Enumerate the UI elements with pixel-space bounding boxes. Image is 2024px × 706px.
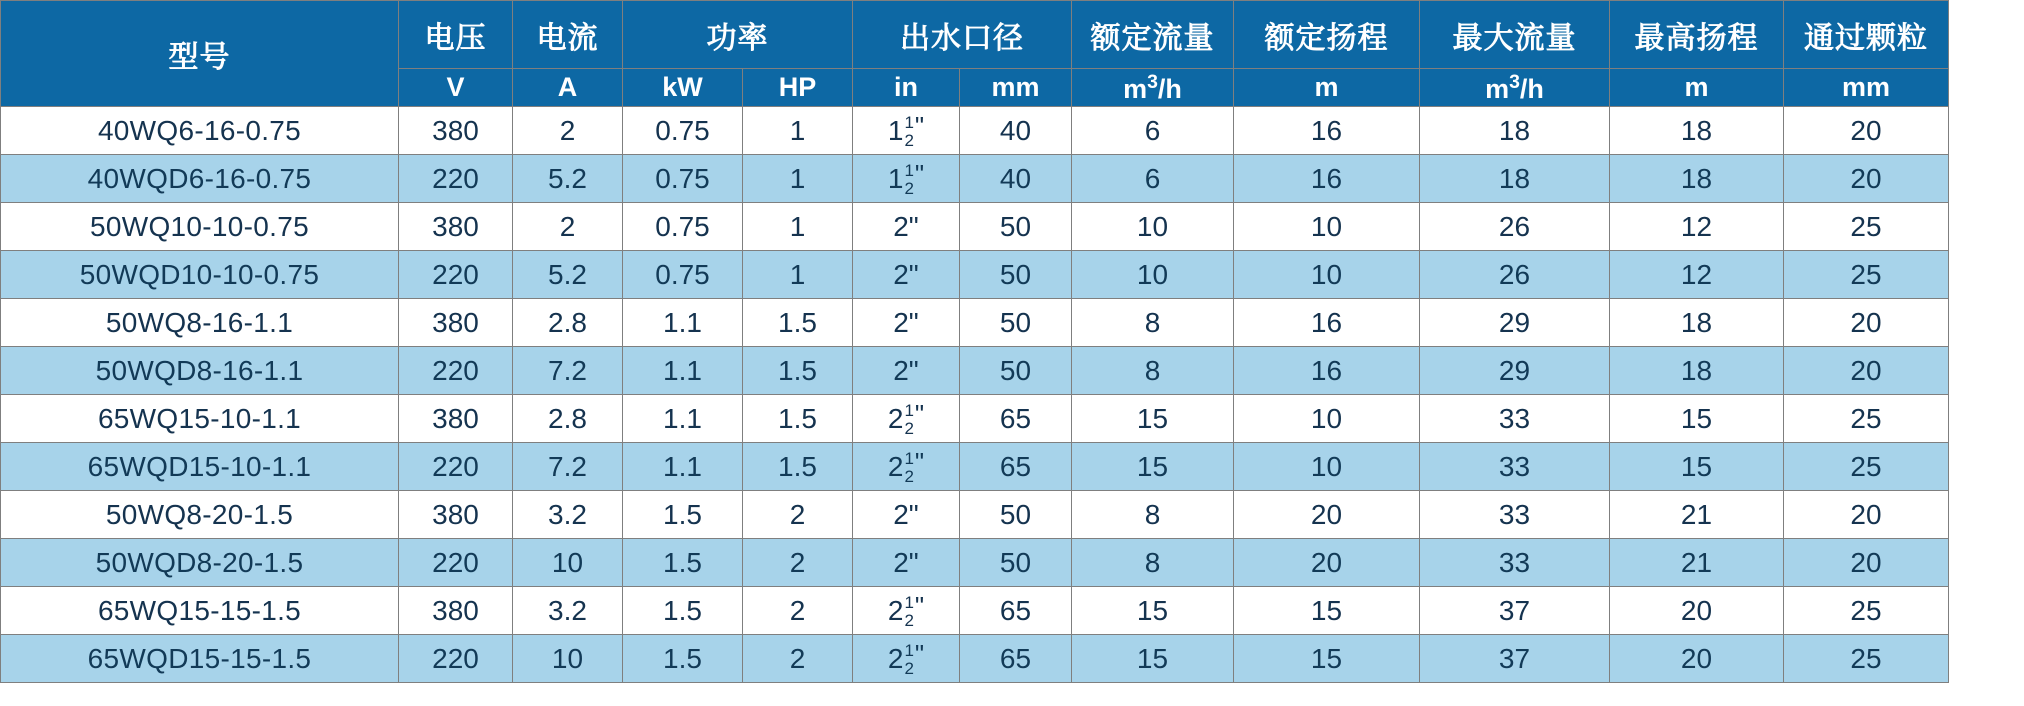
inch-whole: 2 (887, 450, 904, 482)
inch-whole: 2 (887, 594, 904, 626)
cell-rated-head: 16 (1234, 347, 1420, 395)
cell-outlet-mm: 50 (960, 299, 1072, 347)
cell-current: 2.8 (513, 395, 623, 443)
cell-rated-flow: 15 (1072, 395, 1234, 443)
table-row (1, 635, 1949, 683)
cell-power-kw: 1.5 (623, 539, 743, 587)
cell-power-hp: 1 (743, 203, 853, 251)
inch-denominator: 2 (904, 178, 914, 198)
cell-voltage: 380 (399, 491, 513, 539)
cell-voltage: 220 (399, 443, 513, 491)
cell-outlet-in: 2" (853, 299, 960, 347)
cell-power-hp: 1.5 (743, 395, 853, 443)
inch-denominator: 2 (904, 466, 914, 486)
cell-voltage: 220 (399, 155, 513, 203)
cell-rated-head: 20 (1234, 491, 1420, 539)
cell-particle-size: 20 (1784, 491, 1949, 539)
cell-rated-head: 10 (1234, 443, 1420, 491)
cell-power-kw: 0.75 (623, 107, 743, 155)
cell-particle-size: 25 (1784, 443, 1949, 491)
cell-outlet-mm: 65 (960, 395, 1072, 443)
cell-max-flow: 26 (1420, 203, 1610, 251)
unit-voltage: V (399, 69, 513, 107)
cell-outlet-mm: 65 (960, 443, 1072, 491)
cell-model: 65WQ15-15-1.5 (1, 587, 399, 635)
cell-current: 10 (513, 539, 623, 587)
unit-max-flow-text: $m^3/h$ (1485, 70, 1544, 104)
cell-max-flow: 33 (1420, 491, 1610, 539)
unit-current: A (513, 69, 623, 107)
cell-rated-head: 10 (1234, 395, 1420, 443)
cell-voltage: 380 (399, 203, 513, 251)
cell-outlet-in (853, 443, 960, 491)
table-row (1, 443, 1949, 491)
cell-rated-head: 16 (1234, 155, 1420, 203)
inch-mark: " (914, 159, 925, 190)
cell-power-hp: 2 (743, 539, 853, 587)
cell-model: 50WQD8-16-1.1 (1, 347, 399, 395)
unit-particle-size: mm (1784, 69, 1949, 107)
cell-rated-flow: 10 (1072, 203, 1234, 251)
cell-voltage: 220 (399, 347, 513, 395)
cell-max-flow: 33 (1420, 443, 1610, 491)
cell-particle-size: 20 (1784, 155, 1949, 203)
cell-particle-size: 25 (1784, 251, 1949, 299)
inch-fraction (888, 113, 924, 148)
cell-outlet-in: 2" (853, 347, 960, 395)
inch-mark: " (914, 111, 925, 142)
cell-rated-head: 15 (1234, 635, 1420, 683)
col-header-max-flow: 最大流量 (1420, 1, 1610, 69)
cell-outlet-in: 2" (853, 491, 960, 539)
cell-rated-flow: 6 (1072, 155, 1234, 203)
cell-particle-size: 25 (1784, 395, 1949, 443)
cell-outlet-mm: 40 (960, 107, 1072, 155)
col-header-particle-size: 通过颗粒 (1784, 1, 1949, 69)
cell-power-hp: 2 (743, 635, 853, 683)
cell-outlet-in (853, 587, 960, 635)
col-header-power: 功率 (623, 1, 853, 69)
table-row (1, 491, 1949, 539)
cell-outlet-mm: 40 (960, 155, 1072, 203)
inch-mark: " (914, 399, 925, 430)
inch-numerator: 1 (904, 113, 914, 133)
cell-model: 65WQD15-10-1.1 (1, 443, 399, 491)
inch-fraction (888, 401, 924, 436)
cell-max-flow: 37 (1420, 635, 1610, 683)
cell-voltage: 220 (399, 539, 513, 587)
inch-whole: 1 (887, 114, 904, 146)
inch-whole: 2 (887, 642, 904, 674)
cell-rated-head: 10 (1234, 251, 1420, 299)
cell-max-flow: 29 (1420, 299, 1610, 347)
unit-rated-flow-text: $m^3/h$ (1123, 70, 1182, 104)
cell-power-kw: 1.1 (623, 443, 743, 491)
cell-max-head: 18 (1610, 347, 1784, 395)
cell-particle-size: 20 (1784, 299, 1949, 347)
cell-particle-size: 20 (1784, 107, 1949, 155)
cell-power-kw: 0.75 (623, 251, 743, 299)
cell-power-kw: 1.5 (623, 635, 743, 683)
table-body (1, 107, 1949, 683)
cell-max-flow: 33 (1420, 395, 1610, 443)
cell-power-kw: 1.1 (623, 347, 743, 395)
cell-voltage: 380 (399, 299, 513, 347)
cell-outlet-mm: 50 (960, 491, 1072, 539)
inch-denominator: 2 (904, 610, 914, 630)
unit-rated-flow (1072, 69, 1234, 107)
unit-max-flow (1420, 69, 1610, 107)
inch-numerator: 1 (904, 449, 914, 469)
cell-model: 50WQ10-10-0.75 (1, 203, 399, 251)
cell-model: 40WQ6-16-0.75 (1, 107, 399, 155)
cell-outlet-mm: 50 (960, 251, 1072, 299)
cell-max-flow: 26 (1420, 251, 1610, 299)
cell-outlet-in (853, 635, 960, 683)
cell-current: 7.2 (513, 347, 623, 395)
cell-rated-head: 10 (1234, 203, 1420, 251)
inch-fraction (888, 641, 924, 676)
cell-model: 50WQD10-10-0.75 (1, 251, 399, 299)
cell-power-hp: 1 (743, 155, 853, 203)
cell-voltage: 220 (399, 251, 513, 299)
cell-current: 2 (513, 107, 623, 155)
cell-power-hp: 1.5 (743, 443, 853, 491)
unit-max-head: m (1610, 69, 1784, 107)
table-row (1, 539, 1949, 587)
inch-whole: 1 (887, 162, 904, 194)
cell-current: 3.2 (513, 491, 623, 539)
unit-power-hp: HP (743, 69, 853, 107)
cell-power-kw: 1.5 (623, 491, 743, 539)
cell-max-flow: 18 (1420, 155, 1610, 203)
cell-outlet-in: 2" (853, 251, 960, 299)
header-row-titles (1, 1, 1949, 69)
cell-max-head: 18 (1610, 107, 1784, 155)
cell-model: 65WQD15-15-1.5 (1, 635, 399, 683)
table-header (1, 1, 1949, 107)
cell-current: 3.2 (513, 587, 623, 635)
cell-current: 2 (513, 203, 623, 251)
cell-particle-size: 25 (1784, 635, 1949, 683)
cell-max-flow: 37 (1420, 587, 1610, 635)
cell-voltage: 380 (399, 587, 513, 635)
table-row (1, 395, 1949, 443)
cell-power-hp: 2 (743, 587, 853, 635)
cell-outlet-mm: 50 (960, 347, 1072, 395)
inch-whole: 2 (887, 402, 904, 434)
cell-current: 5.2 (513, 251, 623, 299)
table-row (1, 107, 1949, 155)
cell-max-head: 18 (1610, 299, 1784, 347)
cell-power-kw: 1.5 (623, 587, 743, 635)
cell-voltage: 380 (399, 395, 513, 443)
inch-numerator: 1 (904, 401, 914, 421)
inch-denominator: 2 (904, 658, 914, 678)
table-row (1, 203, 1949, 251)
cell-max-head: 18 (1610, 155, 1784, 203)
cell-rated-flow: 10 (1072, 251, 1234, 299)
cell-outlet-mm: 65 (960, 635, 1072, 683)
cell-outlet-mm: 50 (960, 539, 1072, 587)
col-header-rated-head: 额定扬程 (1234, 1, 1420, 69)
table-row (1, 251, 1949, 299)
cell-rated-flow: 8 (1072, 539, 1234, 587)
cell-max-flow: 18 (1420, 107, 1610, 155)
cell-power-hp: 1.5 (743, 299, 853, 347)
inch-numerator: 1 (904, 161, 914, 181)
col-header-max-head: 最高扬程 (1610, 1, 1784, 69)
inch-mark: " (914, 639, 925, 670)
table-row (1, 587, 1949, 635)
cell-max-head: 15 (1610, 395, 1784, 443)
cell-max-flow: 33 (1420, 539, 1610, 587)
cell-rated-head: 20 (1234, 539, 1420, 587)
cell-max-head: 15 (1610, 443, 1784, 491)
unit-outlet-in: in (853, 69, 960, 107)
col-header-model: 型号 (1, 1, 399, 107)
cell-particle-size: 25 (1784, 203, 1949, 251)
cell-outlet-mm: 50 (960, 203, 1072, 251)
col-header-rated-flow: 额定流量 (1072, 1, 1234, 69)
inch-mark: " (914, 447, 925, 478)
cell-rated-flow: 15 (1072, 587, 1234, 635)
cell-rated-head: 16 (1234, 299, 1420, 347)
table-row (1, 347, 1949, 395)
cell-rated-flow: 6 (1072, 107, 1234, 155)
cell-max-head: 20 (1610, 635, 1784, 683)
cell-rated-flow: 8 (1072, 299, 1234, 347)
col-header-outlet-diameter: 出水口径 (853, 1, 1072, 69)
cell-particle-size: 20 (1784, 347, 1949, 395)
cell-max-flow: 29 (1420, 347, 1610, 395)
cell-max-head: 12 (1610, 203, 1784, 251)
cell-outlet-in (853, 155, 960, 203)
cell-outlet-mm: 65 (960, 587, 1072, 635)
cell-current: 10 (513, 635, 623, 683)
cell-current: 5.2 (513, 155, 623, 203)
cell-model: 50WQD8-20-1.5 (1, 539, 399, 587)
cell-model: 50WQ8-20-1.5 (1, 491, 399, 539)
inch-fraction (888, 593, 924, 628)
cell-rated-head: 15 (1234, 587, 1420, 635)
cell-voltage: 380 (399, 107, 513, 155)
inch-numerator: 1 (904, 593, 914, 613)
cell-model: 40WQD6-16-0.75 (1, 155, 399, 203)
unit-power-kw: kW (623, 69, 743, 107)
cell-rated-flow: 8 (1072, 347, 1234, 395)
cell-rated-flow: 15 (1072, 443, 1234, 491)
cell-rated-head: 16 (1234, 107, 1420, 155)
cell-current: 7.2 (513, 443, 623, 491)
table-row (1, 299, 1949, 347)
col-header-voltage: 电压 (399, 1, 513, 69)
unit-rated-head: m (1234, 69, 1420, 107)
col-header-current: 电流 (513, 1, 623, 69)
inch-denominator: 2 (904, 418, 914, 438)
cell-outlet-in (853, 107, 960, 155)
cell-model: 50WQ8-16-1.1 (1, 299, 399, 347)
cell-outlet-in: 2" (853, 203, 960, 251)
table-row (1, 155, 1949, 203)
cell-voltage: 220 (399, 635, 513, 683)
cell-power-kw: 0.75 (623, 155, 743, 203)
cell-max-head: 21 (1610, 491, 1784, 539)
cell-power-hp: 2 (743, 491, 853, 539)
cell-max-head: 21 (1610, 539, 1784, 587)
unit-outlet-mm: mm (960, 69, 1072, 107)
inch-mark: " (914, 591, 925, 622)
cell-rated-flow: 15 (1072, 635, 1234, 683)
cell-rated-flow: 8 (1072, 491, 1234, 539)
inch-fraction (888, 449, 924, 484)
cell-current: 2.8 (513, 299, 623, 347)
cell-power-kw: 1.1 (623, 395, 743, 443)
cell-power-hp: 1.5 (743, 347, 853, 395)
cell-power-hp: 1 (743, 107, 853, 155)
inch-denominator: 2 (904, 130, 914, 150)
cell-particle-size: 25 (1784, 587, 1949, 635)
cell-power-hp: 1 (743, 251, 853, 299)
cell-power-kw: 1.1 (623, 299, 743, 347)
cell-max-head: 20 (1610, 587, 1784, 635)
cell-outlet-in (853, 395, 960, 443)
cell-model: 65WQ15-10-1.1 (1, 395, 399, 443)
inch-fraction (888, 161, 924, 196)
cell-power-kw: 0.75 (623, 203, 743, 251)
cell-particle-size: 20 (1784, 539, 1949, 587)
cell-max-head: 12 (1610, 251, 1784, 299)
cell-outlet-in: 2" (853, 539, 960, 587)
inch-numerator: 1 (904, 641, 914, 661)
